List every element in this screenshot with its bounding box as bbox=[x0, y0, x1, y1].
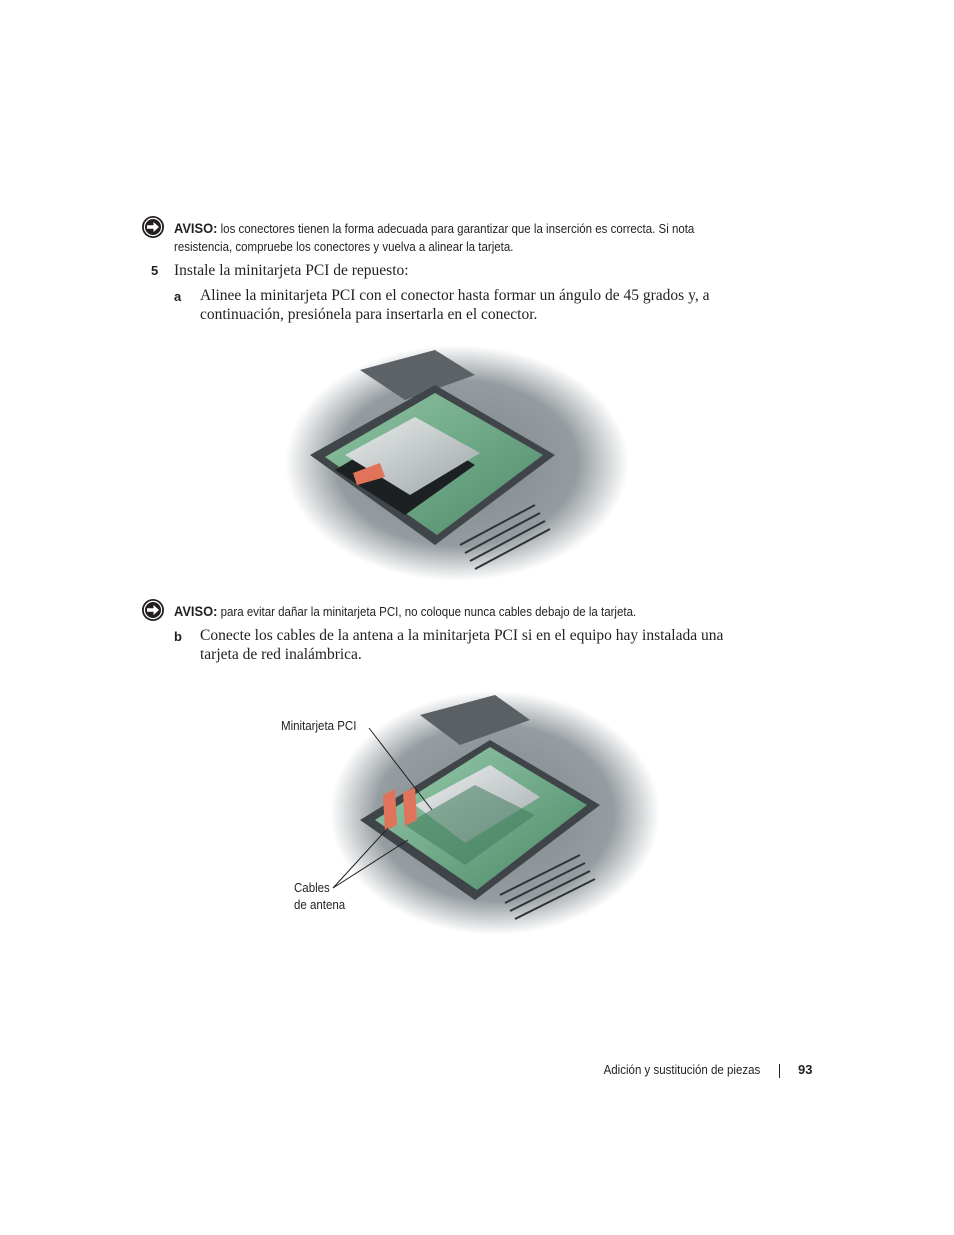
callout-line: Cables bbox=[294, 881, 330, 895]
notice-text: resistencia, compruebe los conectores y vuelva a alinear la tarjeta. bbox=[174, 240, 514, 254]
notice-2 bbox=[174, 602, 636, 621]
substep-line: tarjeta de red inalámbrica. bbox=[200, 646, 362, 663]
substep-line: Alinee la minitarjeta PCI con el conector hasta formar un ángulo de 45 grados y, a bbox=[200, 287, 710, 304]
substep-text bbox=[200, 626, 723, 664]
notice-arrow-icon bbox=[141, 598, 165, 622]
notice-text: los conectores tienen la forma adecuada para garantizar que la inserción es correcta. Si nota bbox=[220, 222, 695, 236]
substep-letter: a bbox=[174, 289, 182, 304]
notice-arrow-icon bbox=[141, 215, 165, 239]
substep-line: continuación, presiónela para insertarla en el conector. bbox=[200, 306, 538, 323]
substep-line: Conecte los cables de la antena a la minitarjeta PCI si en el equipo hay instalada una bbox=[200, 627, 724, 644]
notice-label: AVISO: bbox=[174, 603, 218, 619]
callout-minicard: Minitarjeta PCI bbox=[281, 719, 357, 733]
figure-minicard-insertion bbox=[285, 345, 630, 585]
footer-divider bbox=[779, 1064, 780, 1078]
callout-line: de antena bbox=[294, 898, 346, 912]
notice-text: para evitar dañar la minitarjeta PCI, no coloque nunca cables debajo de la tarjeta. bbox=[220, 605, 637, 619]
step-number: 5 bbox=[151, 263, 159, 278]
substep-letter: b bbox=[174, 629, 182, 644]
callout-antenna-cables bbox=[294, 880, 345, 914]
page-number: 93 bbox=[798, 1062, 813, 1077]
notice-label: AVISO: bbox=[174, 220, 218, 236]
footer-section-title: Adición y sustitución de piezas bbox=[603, 1063, 760, 1077]
notice-1 bbox=[174, 219, 694, 256]
substep-text bbox=[200, 286, 709, 324]
figure-antenna-cables bbox=[325, 685, 660, 935]
step-text: Instale la minitarjeta PCI de repuesto: bbox=[174, 262, 409, 279]
